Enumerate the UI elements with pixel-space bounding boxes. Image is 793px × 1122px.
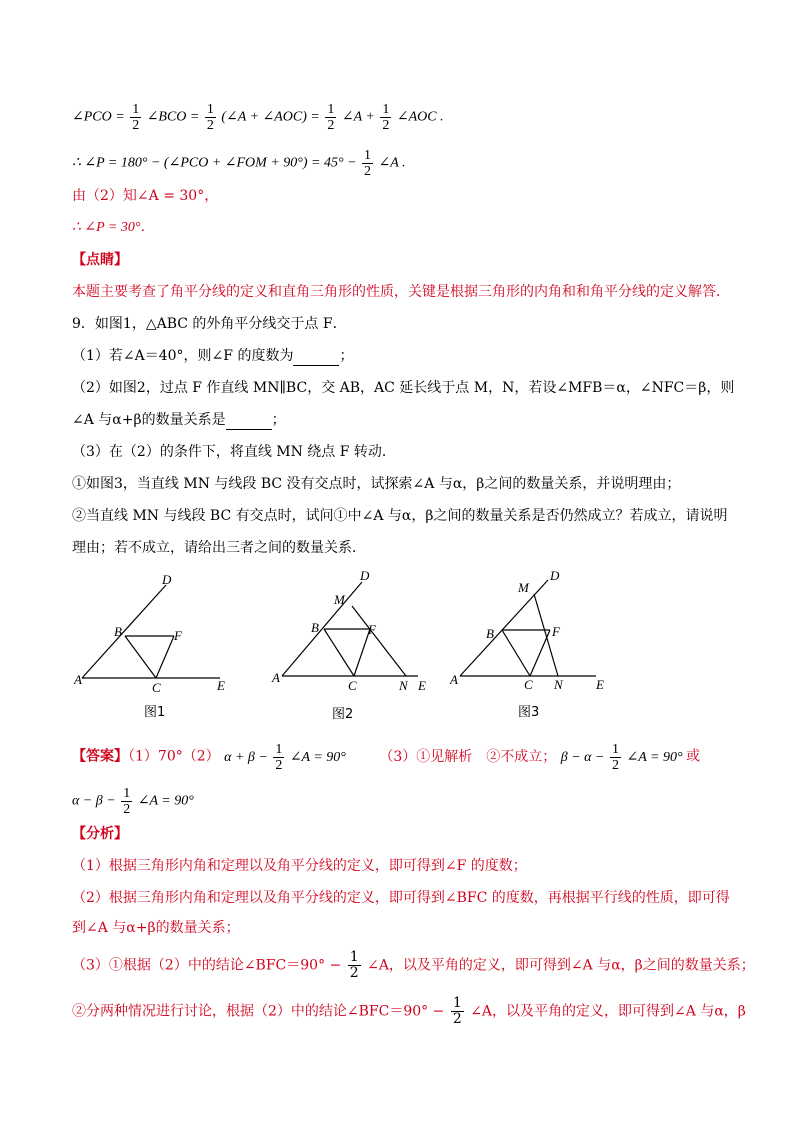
eq1-end: ∠AOC .: [396, 109, 444, 125]
analysis-heading: 【分析】: [72, 826, 128, 842]
formula-text: α + β −: [224, 749, 268, 765]
analysis-line-4: [72, 950, 755, 981]
fraction-half: $\frac{1}{2}$: [611, 742, 619, 773]
fraction-half: $\frac{1}{2}$: [123, 786, 131, 817]
problem-q3-2-line2: 理由；若不成立，请给出三者之间的数量关系．: [72, 540, 366, 556]
answer-blank: [226, 415, 272, 430]
problem-q3-2-line1: ②当直线 MN 与线段 BC 有交点时，试问①中∠A 与α，β之间的数量关系是否仍然成立？若成立，请说明: [72, 508, 728, 524]
figure-1-diagram: [70, 570, 240, 725]
label-m: M: [334, 592, 345, 607]
formula-text: β − α −: [560, 749, 605, 765]
label-a: A: [272, 670, 280, 685]
label-e: E: [418, 678, 426, 693]
figure-caption: 图2: [332, 707, 354, 722]
line-ad: [82, 585, 166, 678]
eq1-a: ∠A +: [341, 109, 375, 125]
answer-line-2: [72, 786, 194, 817]
figure-caption: 图1: [144, 705, 166, 720]
answer-formula-2: [224, 742, 349, 773]
formula-text: ∠A = 90°: [289, 749, 346, 765]
label-d: D: [360, 568, 370, 583]
problem-q1: [72, 346, 353, 366]
problem-title: 9．如图1，△ABC 的外角平分线交于点 F．: [72, 316, 347, 332]
eq1-mid: ∠BCO =: [146, 109, 200, 125]
solution-equation-1: [72, 102, 444, 133]
label-c: C: [348, 678, 357, 693]
solution-equation-2: [72, 148, 406, 179]
figure-2-diagram: [268, 568, 438, 728]
formula-text: ∠A = 90°: [626, 749, 683, 765]
segment-bc: [502, 630, 530, 676]
label-e: E: [217, 678, 225, 693]
label-c: C: [152, 680, 161, 695]
answer-formula-3a: [560, 742, 686, 773]
fraction-half: $\frac{1}{2}$: [452, 995, 462, 1027]
q2-text: ∠A 与α+β的数量关系是: [72, 412, 226, 428]
answer-blank: [293, 351, 339, 366]
label-f: F: [174, 628, 182, 643]
segment-bc: [125, 636, 156, 678]
figure-3-diagram: [448, 568, 618, 728]
figure-3: [448, 568, 618, 732]
label-f: F: [552, 624, 560, 639]
answer-heading: 【答案】: [72, 748, 128, 765]
eq2-end: ∠A .: [378, 155, 406, 171]
figure-2: [268, 568, 438, 732]
fraction-half: $\frac{1}{2}$: [349, 949, 359, 981]
line-mn: [352, 606, 406, 676]
figure-caption: 图3: [518, 705, 540, 720]
formula-text: ∠A = 90°: [137, 793, 194, 809]
analysis-line-1: （1）根据三角形内角和定理以及角平分线的定义，即可得到∠F 的度数；: [72, 858, 527, 874]
fraction-half: $\frac{1}{2}$: [275, 742, 283, 773]
answer-part-3: （3）①见解析 ②不成立；: [379, 748, 557, 765]
label-n: N: [554, 677, 563, 692]
solution-red-line-1: 由（2）知∠A = 30°，: [72, 188, 219, 204]
fraction-half: $\frac{1}{2}$: [206, 102, 214, 133]
dianjing-heading: 【点睛】: [72, 252, 128, 268]
analysis-line-2: （2）根据三角形内角和定理以及角平分线的定义，即可得到∠BFC 的度数，再根据平行线的性质，即可得: [72, 890, 730, 906]
answer-part-1: （1）70°（2）: [128, 748, 220, 765]
segment-cf: [156, 636, 174, 678]
formula-text: α − β −: [72, 793, 116, 809]
fraction-half: $\frac{1}{2}$: [364, 148, 372, 179]
line-ad: [460, 580, 548, 676]
analysis-text: ∠A，以及平角的定义，即可得到∠A 与α，β之间的数量关系；: [367, 957, 755, 974]
label-a: A: [450, 672, 458, 687]
label-b: B: [486, 626, 494, 641]
solution-red-line-2: ∴ ∠P = 30°．: [72, 220, 155, 235]
dianjing-text: 本题主要考查了角平分线的定义和直角三角形的性质，关键是根据三角形的内角和和角平分线的定义解答．: [72, 284, 730, 300]
problem-q3-1: ①如图3，当直线 MN 与线段 BC 没有交点时，试探索∠A 与α，β之间的数量关系，并说明理由；: [72, 476, 681, 492]
eq1-paren: (∠A + ∠AOC) =: [221, 109, 320, 125]
label-m: M: [518, 580, 529, 595]
problem-q3: （3）在（2）的条件下，将直线 MN 绕点 F 转动．: [72, 444, 396, 460]
label-d: D: [550, 568, 560, 583]
eq2-start: ∴ ∠P = 180° − (∠PCO + ∠FOM + 90°) = 45° −: [72, 155, 357, 171]
label-a: A: [74, 672, 82, 687]
problem-q2-line1: （2）如图2，过点 F 作直线 MN∥BC，交 AB，AC 延长线于点 M，N，若设∠MFB＝α，∠NFC＝β，则: [72, 380, 735, 396]
fraction-half: $\frac{1}{2}$: [382, 102, 390, 133]
q1-text: （1）若∠A＝40°，则∠F 的度数为: [72, 348, 294, 364]
label-b: B: [114, 624, 122, 639]
q2-end: ；: [271, 412, 286, 428]
analysis-line-5: [72, 996, 746, 1027]
problem-q2-line2: [72, 410, 286, 430]
q1-end: ；: [339, 348, 354, 364]
label-n: N: [399, 678, 408, 693]
analysis-line-3: 到∠A 与α+β的数量关系；: [72, 920, 240, 936]
fraction-half: $\frac{1}{2}$: [327, 102, 335, 133]
label-d: D: [162, 572, 172, 587]
answer-line-1: [72, 742, 700, 773]
analysis-text: （3）①根据（2）中的结论∠BFC＝90° −: [72, 957, 342, 974]
fraction-half: $\frac{1}{2}$: [132, 102, 140, 133]
eq1-lhs: ∠PCO =: [72, 109, 125, 125]
analysis-text: ∠A，以及平角的定义，即可得到∠A 与α，β: [470, 1003, 746, 1020]
label-f: F: [368, 622, 376, 637]
figure-1: [70, 570, 240, 729]
answer-or: 或: [686, 748, 701, 765]
label-b: B: [311, 620, 319, 635]
label-c: C: [524, 677, 533, 692]
analysis-text: ②分两种情况进行讨论，根据（2）中的结论∠BFC＝90° −: [72, 1003, 445, 1020]
label-e: E: [596, 677, 604, 692]
segment-bc: [324, 629, 354, 676]
